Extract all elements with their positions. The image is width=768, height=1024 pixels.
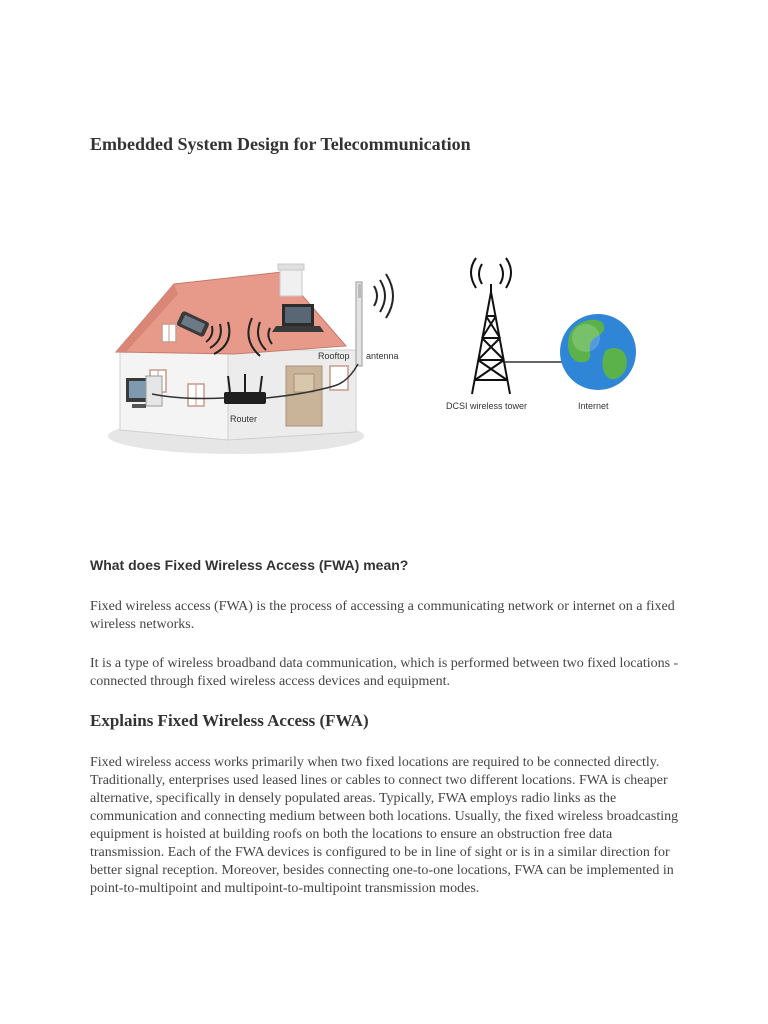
section-heading-fwa-meaning: What does Fixed Wireless Access (FWA) mean?	[90, 557, 409, 573]
internet-label: Internet	[578, 401, 609, 411]
paragraph-definition: Fixed wireless access (FWA) is the process of accessing a communicating network or internet on a fixed wireless networks.	[90, 599, 675, 632]
router-label: Router	[230, 414, 258, 424]
tower-icon	[471, 258, 511, 394]
antenna-label: antenna	[366, 351, 399, 361]
page-title: Embedded System Design for Telecommunication	[90, 134, 471, 154]
tower-label: DCSI wireless tower	[446, 401, 528, 411]
globe-icon	[560, 314, 636, 390]
rooftop-label: Rooftop	[318, 351, 350, 361]
fwa-diagram-svg	[106, 254, 646, 464]
paragraph-explanation: Fixed wireless access works primarily when two fixed locations are required to be connected directly. Traditionally, enterprises used leased lines or cables to connect two different locations. FWA is cheaper alternative, specifically in densely populated areas. Typically, FWA employs radio links as the communication and connecting medium between both locations. Usually, the fixed wireless broadcasting equipment is hoisted at building roofs on both the locations to ensure an obstruction free data transmission. Each of the FWA devices is configured to be in line of sight or is in a similar direction for better signal reception. Moreover, besides connecting one-to-one locations, FWA can be implemented in point-to-multipoint and multipoint-to-multipoint transmission modes.	[90, 755, 679, 896]
paragraph-broadband: It is a type of wireless broadband data communication, which is performed between two fixed locations - connected through fixed wireless access devices and equipment.	[90, 656, 679, 689]
section-heading-explains-fwa: Explains Fixed Wireless Access (FWA)	[90, 711, 369, 730]
fwa-diagram	[106, 254, 646, 464]
